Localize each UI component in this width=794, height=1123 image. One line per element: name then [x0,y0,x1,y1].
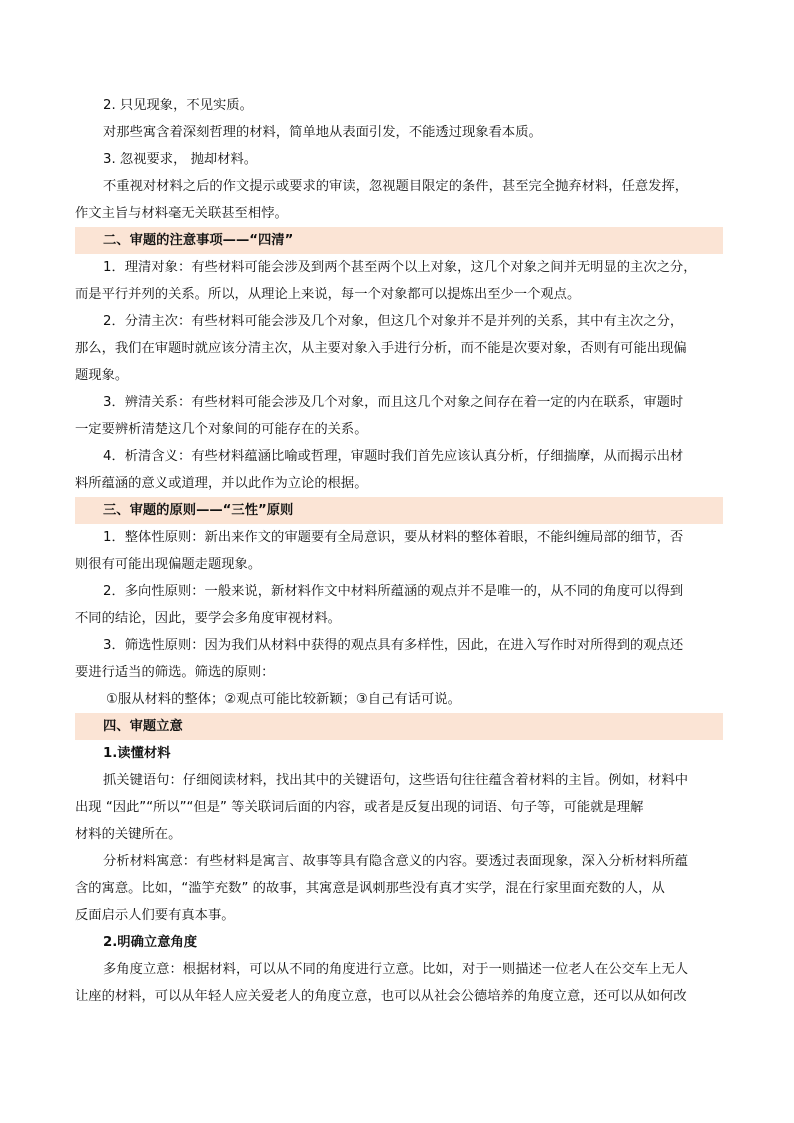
paragraph-line: 不重视对材料之后的作文提示或要求的审读，忽视题目限定的条件，甚至完全抛弃材料，任意发挥， [103,179,689,194]
paragraph-line: 多角度立意：根据材料，可以从不同的角度进行立意。比如，对于一则描述一位老人在公交车上无人 [103,962,689,977]
section-heading: 三、审题的原则——“三性”原则 [75,497,723,524]
paragraph-line: 让座的材料，可以从年轻人应关爱老人的角度立意，也可以从社会公德培养的角度立意，还可以从如何改 [75,989,687,1004]
paragraph-line: 分析材料寓意：有些材料是寓言、故事等具有隐含意义的内容。要透过表面现象，深入分析材料所蕴 [103,854,689,869]
section-heading: 四、审题立意 [75,713,723,740]
paragraph-line: 3．筛选性原则：因为我们从材料中获得的观点具有多样性，因此，在进入写作时对所得到的观点还 [103,638,684,653]
paragraph-line: 3. 忽视要求， 抛却材料。 [103,152,258,167]
paragraph-line: 题现象。 [75,368,129,383]
paragraph-line: 1．理清对象：有些材料可能会涉及到两个甚至两个以上对象，这几个对象之间并无明显的主次之分， [103,260,697,275]
paragraph-line: 反面启示人们要有真本事。 [75,908,235,923]
paragraph-line: 料所蕴涵的意义或道理，并以此作为立论的根据。 [75,476,368,491]
paragraph-line: 要进行适当的筛选。筛选的原则： [75,665,275,680]
paragraph-line: 那么，我们在审题时就应该分清主次，从主要对象入手进行分析，而不能是次要对象，否则有可能出现偏 [75,341,687,356]
paragraph-line: 出现 “因此”“所以”“但是” 等关联词后面的内容，或者是反复出现的词语、句子等，可能就是理解 [75,800,644,815]
paragraph-line: 不同的结论，因此，要学会多角度审视材料。 [75,611,341,626]
paragraph-line: 3．辨清关系：有些材料可能会涉及几个对象，而且这几个对象之间存在着一定的内在联系，审题时 [103,395,684,410]
paragraph-line: 2. 只见现象，不见实质。 [103,98,253,113]
paragraph-line: 对那些寓含着深刻哲理的材料，简单地从表面引发，不能透过现象看本质。 [103,125,542,140]
section-heading: 二、审题的注意事项——“四清” [75,227,723,254]
document-page [75,92,723,1010]
paragraph-line: ①服从材料的整体；②观点可能比较新颖；③自己有话可说。 [106,692,461,707]
paragraph-line: 一定要辨析清楚这几个对象间的可能存在的关系。 [75,422,368,437]
subsection-heading: 1.读懂材料 [103,746,171,761]
paragraph-line: 2．多向性原则：一般来说，新材料作文中材料所蕴涵的观点并不是唯一的，从不同的角度可以得到 [103,584,684,599]
paragraph-line: 1．整体性原则：新出来作文的审题要有全局意识，要从材料的整体着眼，不能纠缠局部的细节，否 [103,530,684,545]
paragraph-line: 4．析清含义：有些材料蕴涵比喻或哲理，审题时我们首先应该认真分析，仔细揣摩，从而揭示出材 [103,449,684,464]
paragraph-line: 含的寓意。比如，“滥竽充数” 的故事，其寓意是讽刺那些没有真才实学，混在行家里面充数的人，从 [75,881,665,896]
paragraph-line: 而是平行并列的关系。所以，从理论上来说，每一个对象都可以提炼出至少一个观点。 [75,287,581,302]
paragraph-line: 2．分清主次：有些材料可能会涉及几个对象，但这几个对象并不是并列的关系，其中有主次之分， [103,314,684,329]
paragraph-line: 抓关键语句：仔细阅读材料，找出其中的关键语句，这些语句往往蕴含着材料的主旨。例如，材料中 [103,773,689,788]
subsection-heading: 2.明确立意角度 [103,935,198,950]
paragraph-line: 则很有可能出现偏题走题现象。 [75,557,262,572]
paragraph-line: 作文主旨与材料毫无关联甚至相悖。 [75,206,288,221]
paragraph-line: 材料的关键所在。 [75,827,182,842]
